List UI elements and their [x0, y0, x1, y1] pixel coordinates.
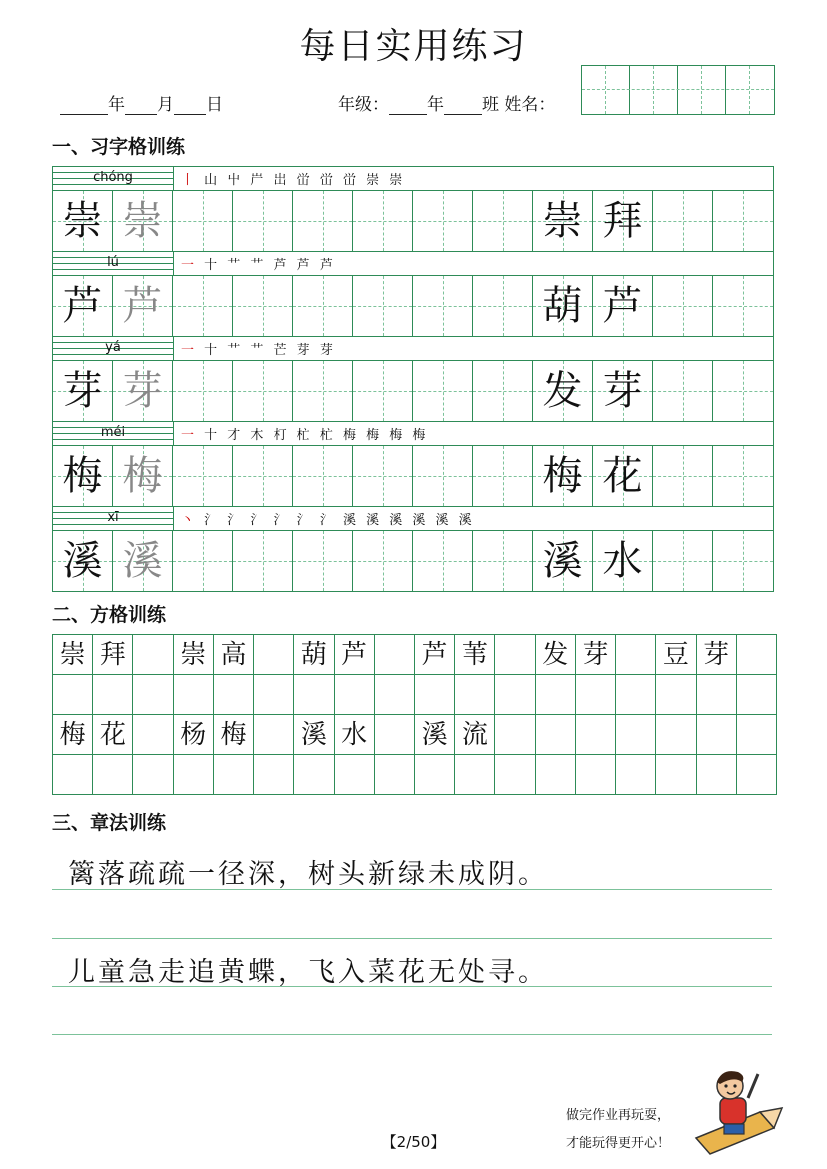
writing-cell[interactable] [473, 276, 533, 336]
square-cell[interactable] [174, 675, 214, 715]
square-cell[interactable] [254, 675, 294, 715]
square-cell[interactable] [737, 715, 777, 755]
writing-cell[interactable] [473, 446, 533, 506]
square-cell[interactable] [656, 755, 696, 795]
square-grid [52, 634, 777, 795]
stroke-order: 一 十 艹 艹 芒 芽 芽 [181, 343, 336, 358]
writing-cell[interactable]: 梅 [533, 446, 593, 506]
section1-heading: 一、习字格训练 [52, 136, 186, 158]
writing-line [52, 1034, 772, 1035]
char-row [53, 446, 773, 507]
writing-cell[interactable] [293, 531, 353, 591]
square-cell[interactable] [93, 755, 133, 795]
square-cell[interactable] [375, 755, 415, 795]
writing-cell[interactable] [653, 276, 713, 336]
square-cell[interactable] [214, 675, 254, 715]
writing-cell[interactable]: 葫 [533, 276, 593, 336]
pinyin: méi [100, 425, 126, 440]
writing-cell[interactable]: 溪 [113, 531, 173, 591]
square-cell[interactable] [93, 675, 133, 715]
square-cell[interactable] [697, 675, 737, 715]
writing-cell[interactable] [713, 531, 773, 591]
slogan-line-2: 才能玩得更开心！ [566, 1136, 671, 1151]
pinyin-row [53, 167, 773, 191]
writing-cell[interactable] [653, 361, 713, 421]
square-cell[interactable] [214, 755, 254, 795]
square-cell[interactable]: 芦 [415, 635, 455, 675]
square-cell[interactable] [375, 675, 415, 715]
square-cell[interactable]: 拜 [93, 635, 133, 675]
square-cell[interactable]: 水 [335, 715, 375, 755]
square-cell[interactable] [616, 715, 656, 755]
writing-cell[interactable]: 芽 [593, 361, 653, 421]
square-cell[interactable] [174, 755, 214, 795]
writing-cell[interactable]: 崇 [53, 191, 113, 251]
square-cell[interactable] [53, 755, 93, 795]
writing-cell[interactable] [353, 191, 413, 251]
square-cell[interactable] [737, 635, 777, 675]
pinyin-row [53, 337, 773, 361]
pinyin-row [53, 507, 773, 531]
square-cell[interactable]: 豆 [656, 635, 696, 675]
square-cell[interactable]: 流 [455, 715, 495, 755]
writing-cell[interactable] [713, 446, 773, 506]
square-cell[interactable]: 溪 [415, 715, 455, 755]
section3-heading: 三、章法训练 [52, 812, 167, 834]
writing-cell[interactable] [353, 361, 413, 421]
page-number: 【2/50】 [381, 1133, 446, 1151]
writing-cell[interactable]: 芦 [113, 276, 173, 336]
writing-cell[interactable] [233, 446, 293, 506]
char-row [53, 276, 773, 337]
writing-cell[interactable] [293, 361, 353, 421]
square-cell[interactable] [133, 635, 173, 675]
name-grid[interactable] [581, 65, 775, 115]
writing-cell[interactable] [173, 531, 233, 591]
writing-cell[interactable] [353, 276, 413, 336]
writing-cell[interactable]: 芦 [593, 276, 653, 336]
writing-line [52, 889, 772, 890]
stroke-order: 一 十 艹 艹 芦 芦 芦 [181, 258, 336, 273]
writing-cell[interactable]: 发 [533, 361, 593, 421]
square-cell[interactable] [656, 715, 696, 755]
writing-cell[interactable] [233, 361, 293, 421]
square-cell[interactable] [53, 675, 93, 715]
stroke-order: 一 十 才 木 朾 杧 杧 梅 梅 梅 梅 [181, 428, 429, 443]
writing-cell[interactable] [413, 191, 473, 251]
square-cell[interactable] [133, 715, 173, 755]
writing-cell[interactable] [473, 191, 533, 251]
square-cell[interactable]: 崇 [174, 635, 214, 675]
stroke-order: 丨 山 屮 屵 岀 峃 峃 峃 崇 崇 [181, 173, 406, 188]
writing-cell[interactable] [713, 361, 773, 421]
square-cell[interactable] [133, 675, 173, 715]
square-cell[interactable]: 苇 [455, 635, 495, 675]
square-cell[interactable] [616, 635, 656, 675]
square-cell[interactable]: 葫 [294, 635, 334, 675]
pinyin: lú [107, 255, 119, 270]
writing-cell[interactable] [413, 276, 473, 336]
square-cell[interactable] [335, 675, 375, 715]
stroke-order: 丶 氵 氵 氵 氵 氵 氵 溪 溪 溪 溪 溪 溪 [181, 513, 475, 528]
writing-cell[interactable] [233, 531, 293, 591]
writing-cell[interactable] [413, 446, 473, 506]
square-cell[interactable]: 高 [214, 635, 254, 675]
char-row [53, 191, 773, 252]
writing-cell[interactable] [293, 446, 353, 506]
square-cell[interactable] [495, 755, 535, 795]
writing-cell[interactable] [353, 446, 413, 506]
page-title: 每日实用练习 [299, 26, 528, 67]
square-cell[interactable] [616, 755, 656, 795]
writing-cell[interactable] [653, 446, 713, 506]
pinyin: xī [107, 510, 119, 525]
square-cell[interactable] [495, 635, 535, 675]
poem-line-2: 儿童急走追黄蝶，飞入菜花无处寻。 [68, 957, 548, 988]
square-cell[interactable] [576, 675, 616, 715]
square-cell[interactable] [254, 755, 294, 795]
writing-line [52, 938, 772, 939]
section2-heading: 二、方格训练 [52, 604, 167, 626]
writing-cell[interactable] [293, 276, 353, 336]
writing-cell[interactable] [173, 361, 233, 421]
writing-cell[interactable] [173, 446, 233, 506]
char-row [53, 531, 773, 591]
date-line: 年 月 日 [60, 90, 223, 115]
square-cell[interactable] [133, 755, 173, 795]
poem-line-1: 篱落疏疏一径深，树头新绿未成阴。 [68, 859, 548, 890]
square-cell[interactable] [415, 675, 455, 715]
square-cell[interactable]: 梅 [214, 715, 254, 755]
square-cell[interactable]: 花 [93, 715, 133, 755]
square-cell[interactable]: 崇 [53, 635, 93, 675]
square-cell[interactable] [455, 755, 495, 795]
square-cell[interactable] [616, 675, 656, 715]
square-cell[interactable] [495, 715, 535, 755]
grade-line: 年级： 年 班 姓名： [338, 95, 556, 115]
char-row [53, 361, 773, 422]
square-cell[interactable] [375, 635, 415, 675]
square-cell[interactable] [254, 635, 294, 675]
writing-cell[interactable] [173, 191, 233, 251]
writing-cell[interactable] [473, 361, 533, 421]
square-cell[interactable] [737, 755, 777, 795]
square-cell[interactable] [495, 675, 535, 715]
square-cell[interactable] [294, 675, 334, 715]
writing-cell[interactable]: 崇 [113, 191, 173, 251]
square-cell[interactable] [656, 675, 696, 715]
square-cell[interactable] [455, 675, 495, 715]
writing-cell[interactable]: 崇 [533, 191, 593, 251]
square-cell[interactable] [697, 755, 737, 795]
writing-cell[interactable]: 梅 [113, 446, 173, 506]
writing-cell[interactable] [173, 276, 233, 336]
square-cell[interactable] [737, 675, 777, 715]
writing-cell[interactable]: 芽 [53, 361, 113, 421]
writing-cell[interactable]: 芦 [53, 276, 113, 336]
writing-cell[interactable]: 芽 [113, 361, 173, 421]
writing-cell[interactable]: 拜 [593, 191, 653, 251]
square-cell[interactable] [294, 755, 334, 795]
pinyin: chóng [93, 170, 133, 185]
square-cell[interactable]: 杨 [174, 715, 214, 755]
square-cell[interactable]: 芦 [335, 635, 375, 675]
writing-cell[interactable] [713, 276, 773, 336]
square-cell[interactable]: 梅 [53, 715, 93, 755]
square-cell[interactable] [335, 755, 375, 795]
square-cell[interactable] [536, 755, 576, 795]
writing-cell[interactable]: 溪 [53, 531, 113, 591]
writing-cell[interactable] [293, 191, 353, 251]
writing-cell[interactable] [233, 276, 293, 336]
writing-cell[interactable]: 花 [593, 446, 653, 506]
square-cell[interactable] [697, 715, 737, 755]
writing-cell[interactable] [713, 191, 773, 251]
slogan-line-1: 做完作业再玩耍， [566, 1108, 671, 1123]
writing-cell[interactable] [413, 531, 473, 591]
writing-cell[interactable] [473, 531, 533, 591]
square-cell[interactable] [536, 715, 576, 755]
square-cell[interactable] [536, 675, 576, 715]
writing-cell[interactable] [353, 531, 413, 591]
pinyin-row [53, 422, 773, 446]
writing-cell[interactable] [413, 361, 473, 421]
pinyin: yá [105, 340, 121, 355]
practice-grid [52, 166, 774, 592]
square-cell[interactable]: 溪 [294, 715, 334, 755]
square-cell[interactable]: 芽 [697, 635, 737, 675]
writing-cell[interactable]: 水 [593, 531, 653, 591]
square-cell[interactable] [415, 755, 455, 795]
pinyin-row [53, 252, 773, 276]
writing-cell[interactable] [653, 191, 713, 251]
writing-line [52, 986, 772, 987]
writing-cell[interactable] [233, 191, 293, 251]
square-cell[interactable]: 发 [536, 635, 576, 675]
square-cell[interactable] [576, 755, 616, 795]
square-cell[interactable] [375, 715, 415, 755]
writing-cell[interactable]: 梅 [53, 446, 113, 506]
square-cell[interactable]: 芽 [576, 635, 616, 675]
square-cell[interactable] [576, 715, 616, 755]
square-cell[interactable] [254, 715, 294, 755]
writing-cell[interactable] [653, 531, 713, 591]
writing-cell[interactable]: 溪 [533, 531, 593, 591]
